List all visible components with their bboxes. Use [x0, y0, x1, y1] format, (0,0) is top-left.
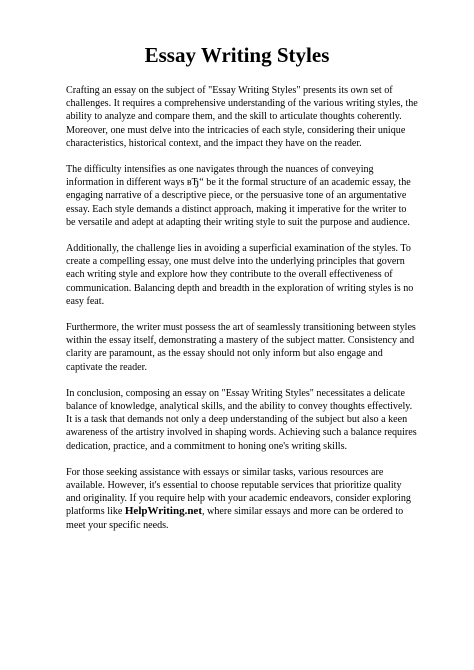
- paragraph-3: Additionally, the challenge lies in avoiding a superficial examination of the styles. To create a compelling essay, one must delve into the underlying principles that govern each writing style and explore how they contribute to the overall effectiveness of communication. Balancing depth and breadth in the exploration of writing styles is no easy feat.: [66, 243, 414, 307]
- paragraph-5: In conclusion, composing an essay on "Essay Writing Styles" necessitates a delicate balance of knowledge, analytical skills, and the ability to convey thoughts effectively. It is a task that demands not only a deep understanding of the subject but also a keen awareness of the artistry involved in shaping words. Achieving such a balance requires dedication, practice, and a commitment to honing one's writing skills.: [66, 387, 417, 452]
- closing-text-before-link: For those seeking assistance with essays or similar tasks, various resources are available. However, it's essential to choose reputable services that prioritize quality and originality. If you require help with your academic endeavors, consider exploring platforms like: [66, 466, 411, 518]
- paragraph-4: Furthermore, the writer must possess the art of seamlessly transitioning between styles within the essay itself, demonstrating a mastery of the subject matter. Consistency and clarity are paramount, as the essay should not only inform but also engage and captivate the reader.: [66, 322, 416, 373]
- helpwriting-link[interactable]: HelpWriting.net: [124, 505, 202, 518]
- paragraph-1: Crafting an essay on the subject of "Essay Writing Styles" presents its own set of challenges. It requires a comprehensive understanding of the various writing styles, the ability to analyze and compare them, and the skill to articulate thoughts coherently. Moreover, one must delve into the intricacies of each style, considering their unique characteristics, historical context, and the impact they have on the reader.: [66, 85, 418, 149]
- closing-paragraph: [66, 466, 418, 532]
- closing-text-after-link: , where similar essays and more can be ordered to meet your specific needs.: [66, 506, 404, 531]
- document-body: [66, 84, 418, 545]
- paragraph-2: The difficulty intensifies as one navigates through the nuances of conveying information in different ways вЂ“ be it the formal structure of an academic essay, the engaging narrative of a descriptive piece, or the persuasive tone of an argumentative essay. Each style demands a distinct approach, making it imperative for the writer to be versatile and adept at adapting their writing style to suit the purpose and audience.: [66, 164, 411, 228]
- document-title: Essay Writing Styles: [144, 43, 330, 67]
